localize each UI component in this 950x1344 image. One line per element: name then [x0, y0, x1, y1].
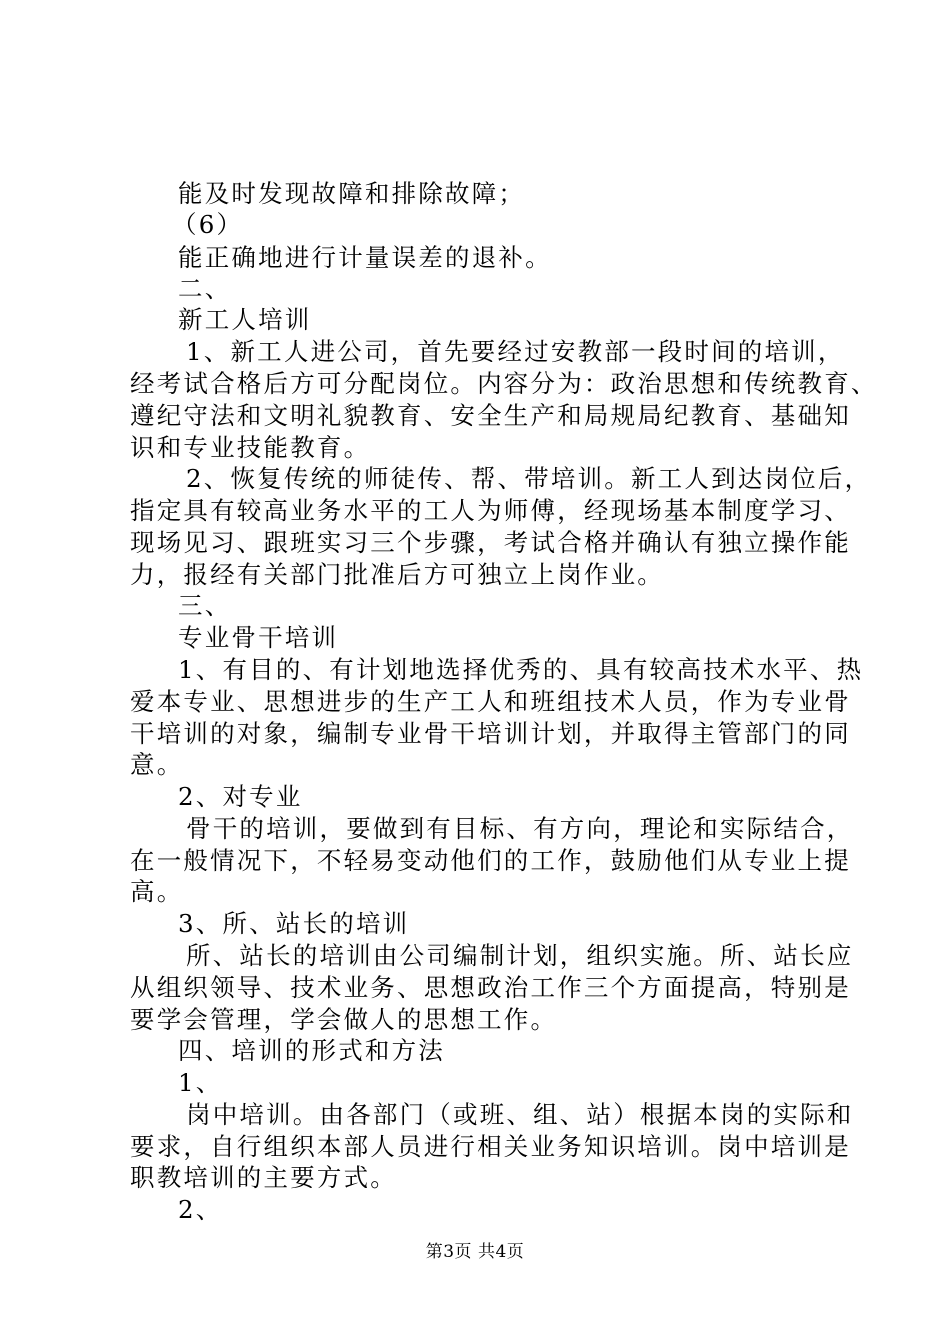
text-line: 干培训的对象，编制专业骨干培训计划，并取得主管部门的同 [130, 719, 851, 748]
text-line: 从组织领导、技术业务、思想政治工作三个方面提高，特别是 [130, 973, 851, 1002]
text-line: 能正确地进行计量误差的退补。 [178, 243, 552, 272]
text-line: 现场见习、跟班实习三个步骤，考试合格并确认有独立操作能 [130, 528, 851, 557]
text-line: 1、有目的、有计划地选择优秀的、具有较高技术水平、热 [178, 655, 864, 684]
text-line: 在一般情况下，不轻易变动他们的工作，鼓励他们从专业上提 [130, 846, 851, 875]
text-line: 2、恢复传统的师徒传、帮、带培训。新工人到达岗位后， [186, 464, 872, 493]
text-line: 1、新工人进公司，首先要经过安教部一段时间的培训， [186, 337, 845, 366]
text-line: 要求，自行组织本部人员进行相关业务知识培训。岗中培训是 [130, 1132, 851, 1161]
text-line: 经考试合格后方可分配岗位。内容分为：政治思想和传统教育、 [130, 369, 878, 398]
text-line: 意。 [130, 750, 184, 779]
text-line: 3、所、站长的培训 [178, 909, 410, 938]
section-heading: 二、 [178, 274, 232, 303]
text-line: 识和专业技能教育。 [130, 433, 371, 462]
section-heading: 专业骨干培训 [178, 623, 339, 652]
text-line: 岗中培训。由各部门（或班、组、站）根据本岗的实际和 [186, 1100, 854, 1129]
section-heading: 新工人培训 [178, 305, 312, 334]
text-line: 高。 [130, 877, 184, 906]
text-line: （6） [172, 210, 244, 239]
section-heading: 三、 [178, 591, 232, 620]
text-line: 骨干的培训，要做到有目标、有方向，理论和实际结合， [186, 814, 854, 843]
text-line: 2、对专业 [178, 782, 303, 811]
text-line: 职教培训的主要方式。 [130, 1163, 397, 1192]
text-line: 爱本专业、思想进步的生产工人和班组技术人员，作为专业骨 [130, 687, 851, 716]
text-line: 力，报经有关部门批准后方可独立上岗作业。 [130, 560, 664, 589]
text-line: 遵纪守法和文明礼貌教育、安全生产和局规局纪教育、基础知 [130, 401, 851, 430]
text-line: 1、 [178, 1068, 223, 1097]
section-heading: 四、培训的形式和方法 [178, 1036, 445, 1065]
text-line: 指定具有较高业务水平的工人为师傅，经现场基本制度学习、 [130, 496, 851, 525]
page-footer: 第3页 共4页 [425, 1242, 525, 1262]
text-line: 能及时发现故障和排除故障； [178, 179, 526, 208]
text-line: 所、站长的培训由公司编制计划，组织实施。所、站长应 [186, 941, 854, 970]
text-line: 要学会管理，学会做人的思想工作。 [130, 1005, 558, 1034]
text-line: 2、 [178, 1195, 223, 1224]
